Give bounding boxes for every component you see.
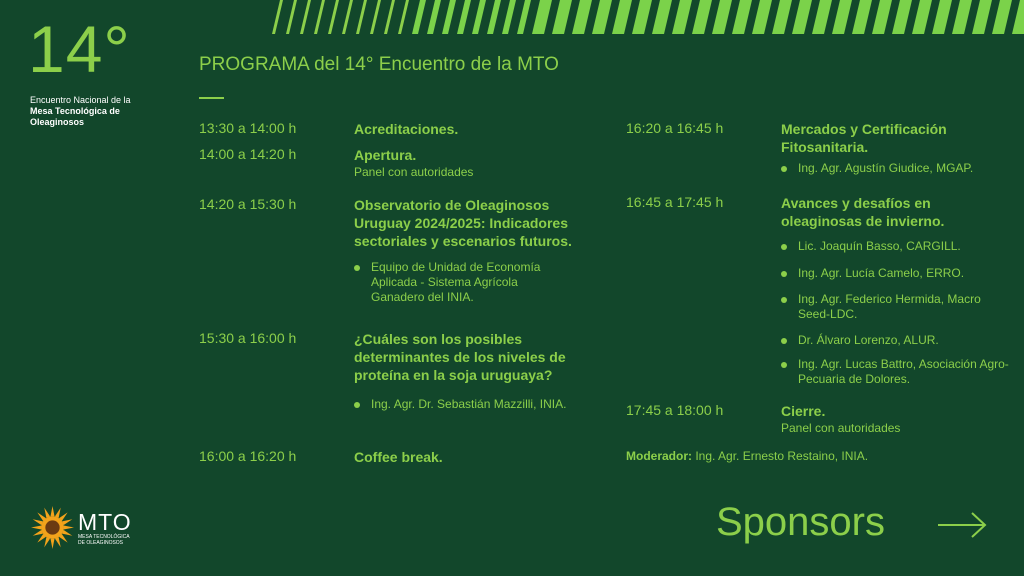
stripe (892, 0, 912, 34)
time-slot: 14:20 a 15:30 h (199, 196, 297, 212)
speaker-item: Lic. Joaquín Basso, CARGILL. (781, 239, 1011, 254)
stripe (792, 0, 812, 34)
event-name-line3: Oleaginosos (30, 117, 85, 127)
moderator-label: Moderador: (626, 449, 692, 463)
edition-number: 14° (28, 12, 131, 86)
stripe (992, 0, 1012, 34)
stripe (752, 0, 772, 34)
logo-subtitle (78, 534, 130, 546)
stripe (517, 0, 531, 34)
stripe (502, 0, 516, 34)
title-divider (199, 97, 224, 99)
event-subtitle: Panel con autoridades (781, 421, 901, 435)
moderator-line (626, 449, 868, 463)
arrow-right-icon[interactable] (936, 510, 988, 540)
decorative-stripes (264, 0, 1024, 34)
stripe (612, 0, 632, 34)
stripe (286, 0, 297, 34)
stripe (732, 0, 752, 34)
time-slot: 16:00 a 16:20 h (199, 448, 297, 464)
stripe (384, 0, 395, 34)
event-title: Mercados y Certificación Fitosanitaria. (781, 121, 947, 155)
event-title: Apertura. (354, 147, 417, 163)
stripe (952, 0, 972, 34)
stripe (852, 0, 872, 34)
event-title: Avances y desafíos en oleaginosas de invierno. (781, 195, 945, 229)
stripe (457, 0, 471, 34)
event-title: Coffee break. (354, 449, 443, 465)
stripe (592, 0, 612, 34)
event-title: Cierre. (781, 403, 826, 419)
stripe (328, 0, 339, 34)
event-subtitle: Panel con autoridades (354, 165, 474, 179)
stripe (832, 0, 852, 34)
page-title: PROGRAMA del 14° Encuentro de la MTO (199, 54, 559, 75)
speaker-item: Ing. Agr. Agustín Giudice, MGAP. (781, 161, 1011, 176)
time-slot: 17:45 a 18:00 h (626, 402, 724, 418)
stripe (932, 0, 952, 34)
stripe (487, 0, 501, 34)
time-slot: 15:30 a 16:00 h (199, 330, 297, 346)
time-slot: 14:00 a 14:20 h (199, 146, 297, 162)
stripe (300, 0, 311, 34)
speaker-item: Ing. Agr. Lucas Battro, Asociación Agro-Pecuaria de Dolores. (781, 357, 1011, 387)
time-slot: 13:30 a 14:00 h (199, 120, 297, 136)
event-name (30, 95, 131, 128)
time-slot: 16:45 a 17:45 h (626, 194, 724, 210)
event-title: Acreditaciones. (354, 121, 459, 137)
stripe (912, 0, 932, 34)
stripe (370, 0, 381, 34)
speaker-item: Ing. Agr. Federico Hermida, Macro Seed-LDC. (781, 292, 981, 322)
stripe (632, 0, 652, 34)
stripe (412, 0, 426, 34)
event-name-line1: Encuentro Nacional de la (30, 95, 131, 105)
stripe (652, 0, 672, 34)
speaker-item: Ing. Agr. Dr. Sebastián Mazzilli, INIA. (354, 397, 574, 412)
stripe (342, 0, 353, 34)
stripe (712, 0, 732, 34)
speaker-item: Dr. Álvaro Lorenzo, ALUR. (781, 333, 1011, 348)
moderator-name: Ing. Agr. Ernesto Restaino, INIA. (692, 449, 869, 463)
stripe (398, 0, 409, 34)
event-name-line2: Mesa Tecnológica de (30, 106, 120, 116)
stripe (972, 0, 992, 34)
speaker-item: Equipo de Unidad de Economía Aplicada - Sistema Agrícola Ganadero del INIA. (354, 260, 574, 305)
stripe (692, 0, 712, 34)
stripe (427, 0, 441, 34)
logo-subtitle-line2: DE OLEAGINOSOS (78, 540, 124, 546)
stripe (552, 0, 572, 34)
event-title: ¿Cuáles son los posibles determinantes de los niveles de proteína en la soja uruguaya? (354, 331, 566, 383)
stripe (356, 0, 367, 34)
stripe (812, 0, 832, 34)
sun-logo-icon (30, 505, 75, 550)
logo-wordmark: MTO (78, 509, 132, 535)
stripe (572, 0, 592, 34)
time-slot: 16:20 a 16:45 h (626, 120, 724, 136)
stripe (272, 0, 283, 34)
sponsors-link[interactable]: Sponsors (716, 500, 885, 544)
stripe (472, 0, 486, 34)
stripe (314, 0, 325, 34)
stripe (532, 0, 552, 34)
stripe (772, 0, 792, 34)
stripe (672, 0, 692, 34)
logo-subtitle-line1: MESA TECNOLÓGICA (78, 534, 130, 540)
stripe (442, 0, 456, 34)
event-title: Observatorio de Oleaginosos Uruguay 2024/2025: Indicadores sectoriales y escenarios futuros. (354, 197, 572, 249)
stripe (1012, 0, 1024, 34)
stripe (872, 0, 892, 34)
speaker-item: Ing. Agr. Lucía Camelo, ERRO. (781, 266, 1011, 281)
